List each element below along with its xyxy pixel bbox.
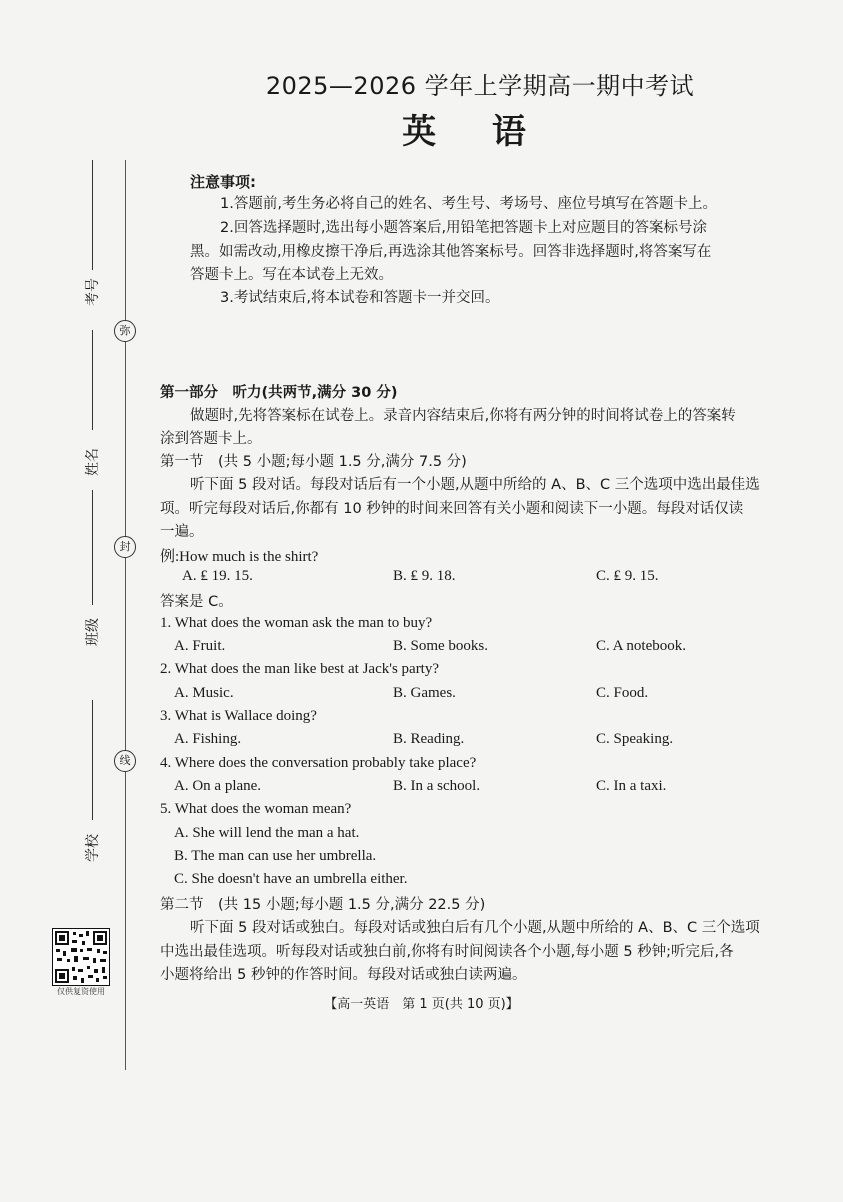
question-5: 5. What does the woman mean? [160, 801, 352, 817]
example-option-b: B. ₤ 9. 18. [393, 568, 456, 584]
question-2: 2. What does the man like best at Jack's party? [160, 661, 440, 677]
question-2-option-a: A. Music. [174, 685, 234, 701]
question-1: 1. What does the woman ask the man to buy? [160, 615, 433, 631]
exam-no-line [92, 160, 93, 270]
name-line [92, 330, 93, 430]
notice-item-2-line2: 黑。如需改动,用橡皮擦干净后,再选涂其他答案标号。回答非选择题时,将答案写在 [190, 244, 712, 260]
notice-heading: 注意事项: [190, 173, 256, 191]
section2-heading: 第二节 (共 15 小题;每小题 1.5 分,满分 22.5 分) [160, 897, 486, 913]
question-3-option-c: C. Speaking. [596, 731, 674, 747]
exam-title: 2025—2026 学年上学期高一期中考试 [265, 72, 695, 100]
question-3: 3. What is Wallace doing? [160, 708, 317, 724]
notice-item-2-line3: 答题卡上。写在本试卷上无效。 [190, 267, 393, 283]
question-4-option-c: C. In a taxi. [596, 778, 667, 794]
seal-char-mi: 弥 [114, 320, 136, 342]
class-label: 班级 [85, 618, 101, 646]
section2-intro-line3: 小题将给出 5 秒钟的作答时间。每段对话或独白读两遍。 [160, 967, 527, 983]
seal-char-feng: 封 [114, 536, 136, 558]
question-5-option-a: A. She will lend the man a hat. [174, 825, 360, 841]
question-3-option-b: B. Reading. [393, 731, 465, 747]
section1-intro-line3: 一遍。 [160, 524, 204, 540]
school-line [92, 700, 93, 820]
question-5-option-c: C. She doesn't have an umbrella either. [174, 871, 408, 887]
question-1-option-a: A. Fruit. [174, 638, 226, 654]
notice-item-3: 3.考试结束后,将本试卷和答题卡一并交回。 [220, 290, 500, 306]
section2-intro-line1: 听下面 5 段对话或独白。每段对话或独白后有几个小题,从题中所给的 A、B、C 三个选项 [190, 920, 760, 936]
seal-line [125, 160, 126, 1070]
question-2-option-c: C. Food. [596, 685, 649, 701]
example-option-c: C. ₤ 9. 15. [596, 568, 659, 584]
section1-intro-line2: 项。听完每段对话后,你都有 10 秒钟的时间来回答有关小题和阅读下一小题。每段对话仅读 [160, 501, 744, 517]
example-answer: 答案是 C。 [160, 594, 233, 610]
part1-intro-line2: 涂到答题卡上。 [160, 431, 262, 447]
question-3-option-a: A. Fishing. [174, 731, 242, 747]
section1-intro-line1: 听下面 5 段对话。每段对话后有一个小题,从题中所给的 A、B、C 三个选项中选出最佳选 [190, 477, 760, 493]
binding-margin [0, 0, 150, 1202]
class-line [92, 490, 93, 605]
subject-title: 英 语 [402, 112, 548, 152]
part1-intro-line1: 做题时,先将答案标在试卷上。录音内容结束后,你将有两分钟的时间将试卷上的答案转 [190, 408, 736, 424]
part1-heading: 第一部分 听力(共两节,满分 30 分) [160, 385, 398, 401]
question-4: 4. Where does the conversation probably take place? [160, 755, 477, 771]
school-label: 学校 [85, 834, 101, 862]
page-footer: 【高一英语 第 1 页(共 10 页)】 [324, 997, 519, 1012]
section1-heading: 第一节 (共 5 小题;每小题 1.5 分,满分 7.5 分) [160, 454, 467, 470]
notice-item-2-line1: 2.回答选择题时,选出每小题答案后,用铅笔把答题卡上对应题目的答案标号涂 [220, 220, 708, 236]
question-1-option-b: B. Some books. [393, 638, 489, 654]
name-label: 姓名 [85, 448, 101, 476]
question-1-option-c: C. A notebook. [596, 638, 687, 654]
seal-char-xian: 线 [114, 750, 136, 772]
question-4-option-a: A. On a plane. [174, 778, 262, 794]
qr-caption: 仅供复资使用 [57, 987, 105, 996]
example-question: 例:How much is the shirt? [160, 549, 319, 565]
section2-intro-line2: 中选出最佳选项。听每段对话或独白前,你将有时间阅读各个小题,每小题 5 秒钟;听完后,各 [160, 944, 734, 960]
notice-item-1: 1.答题前,考生务必将自己的姓名、考生号、考场号、座位号填写在答题卡上。 [220, 196, 717, 212]
question-4-option-b: B. In a school. [393, 778, 481, 794]
exam-no-label: 考号 [85, 278, 101, 306]
question-2-option-b: B. Games. [393, 685, 456, 701]
qr-code [52, 928, 110, 986]
question-5-option-b: B. The man can use her umbrella. [174, 848, 377, 864]
example-option-a: A. ₤ 19. 15. [182, 568, 253, 584]
